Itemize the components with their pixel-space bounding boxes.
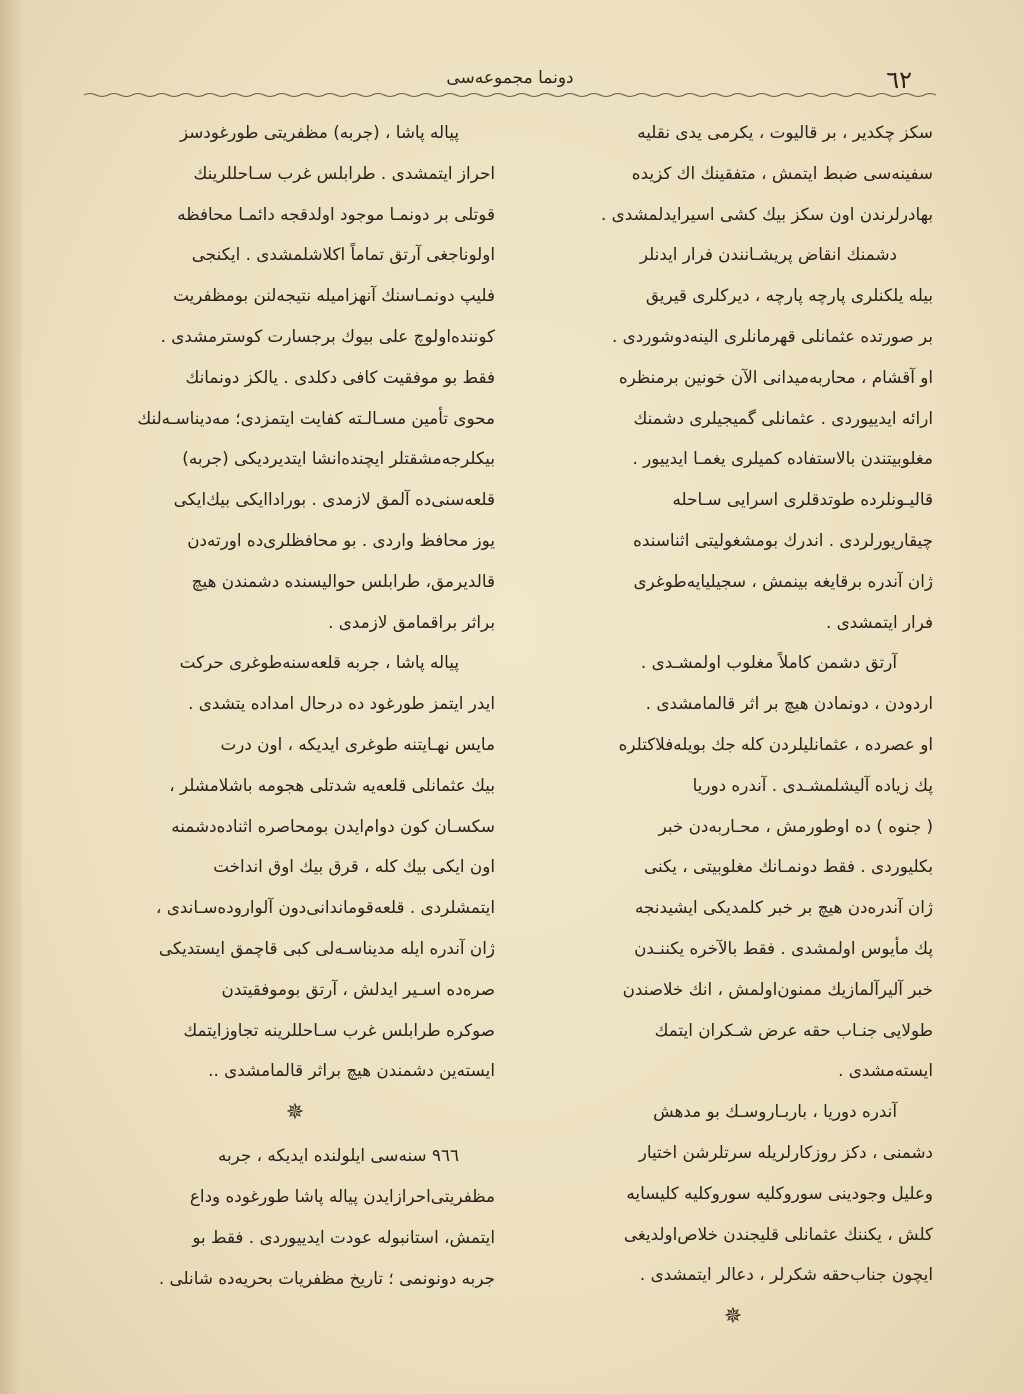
text-line: پیاله پاشا ، (جربه) مظفریتی طورغودسز [180, 122, 459, 142]
text-line: فرار ایتمشدی . [825, 611, 933, 632]
text-line: فلیپ دونمـاسنك آنهزامیله نتیجه‌لنن بومظفریت [173, 285, 495, 306]
header-rule [84, 92, 936, 98]
text-line: ارائه ایدییوردی . عثمانلی گمیجیلری دشمنك [633, 407, 933, 428]
text-line: براثر براقمامق لازمدی . [328, 611, 495, 632]
text-line: احراز ایتمشدی . طرابلس غرب سـاحللرینك [193, 162, 495, 183]
text-line: صوکره طرابلس غرب سـاحللرینه تجاوزایتمك [183, 1019, 495, 1040]
text-line: پك زیاده آلیشلمشـدی . آندره دوریا [692, 774, 933, 795]
text-line: قلعه‌سنی‌ده آلمق لازمدی . بورادا‌ایکی بیك‌ایکی [173, 489, 495, 510]
text-line: کوننده‌اولوچ علی بیوك برجسارت کوسترمشدی . [160, 325, 495, 346]
section-ornament-icon: ✵ [723, 1304, 743, 1330]
paragraph [95, 642, 495, 1091]
text-line: آرتق دشمن کاملاً مغلوب اولمشـدی . [640, 652, 897, 673]
paragraph [533, 234, 933, 642]
paragraph [533, 112, 933, 234]
running-title: دونما مجموعه‌سی [446, 68, 574, 88]
text-line: بیله یلکنلری پارچه پارچه ، دیرکلری قیریق [645, 285, 933, 306]
text-line: بکلیوردی . فقط دونمـانك مغلوبیتی ، یکنی [643, 856, 933, 877]
text-line: اون ایکی بیك کله ، قرق بیك اوق انداخت [213, 856, 495, 877]
text-line: ( جنوه ) ده اوطورمش ، محـاربه‌دن خبر [658, 815, 933, 836]
text-line: پیاله پاشا ، جربه قلعه‌سنه‌طوغری حرکت [179, 652, 459, 673]
text-line: ایتمش، استانبوله عودت ایدییوردی . فقط بو [192, 1226, 495, 1247]
text-line: بیك عثمانلی قلعه‌یه شدتلی هجومه باشلامشلر ، [169, 774, 495, 795]
text-line: ایدر ایتمز طورغود ده درحال امداده یتشدی . [188, 693, 495, 714]
text-line: یوز محافظ واردی . بو محافظلری‌ده اورته‌دن [187, 529, 495, 550]
text-line: صره‌ده اسـیر ایدلش ، آرتق بوموفقیتدن [221, 978, 495, 999]
text-line: پك مأیوس اولمشدی . فقط بالآخره یکننـدن [634, 937, 933, 958]
text-line: ژان آندره برقایغه بینمش ، سجیلیایه‌طوغری [633, 570, 933, 591]
text-line: مایس نهـایتنه طوغری ایدیکه ، اون درت [220, 733, 495, 754]
text-line: مغلوبیتندن بالاستفاده کمیلری یغمـا ایدییور . [632, 448, 933, 469]
paragraph [533, 1091, 933, 1295]
right-text-column [533, 112, 933, 1339]
text-line: قوتلی بر دونمـا موجود اولدقجه دائمـا محافظه [177, 203, 495, 224]
text-line: سکز چکدیر ، بر قالیوت ، یکرمی یدی نقلیه [637, 122, 933, 142]
text-line: او آقشام ، محاربه‌میدانی الآن خونین برمنظره [618, 366, 933, 387]
text-line: قالدیرمق، طرابلس حوالیسنده دشمندن هیچ [191, 570, 495, 591]
text-line: چیقاریورلردی . اندرك بومشغولیتی اثناسنده [633, 529, 933, 550]
text-line: قالیـونلرده طوتدقلری اسرایی سـاحله [672, 489, 933, 510]
text-line: ٩٦٦ سنه‌سی ایلولنده ایدیکه ، جربه [217, 1145, 459, 1166]
text-line: ژان آندره‌دن هیچ بر خبر کلمدیکی ایشیدنجه [635, 897, 933, 918]
text-line: دشمنك انقاض پریشـانندن فرار ایدنلر [639, 244, 897, 265]
page-number: ٦٢ [886, 66, 912, 94]
text-line: محوی تأمین مسـالـته کفایت ایتمزدی؛ مه‌دیناسـه‌لنك [137, 407, 495, 428]
text-line: ایچون جناب‌حقه شکرلر ، دعالر ایتمشدی . [639, 1264, 933, 1285]
text-line: بیکلرجه‌مشقتلر ایچنده‌انشا ایتدیردیکی (جربه) [182, 448, 495, 469]
text-line: او عصرده ، عثمانلیلردن کله جك بویله‌فلاکتلره [618, 733, 933, 754]
text-line: اولوناجغی آرتق تماماً اکلاشلمشدی . ایکنجی [191, 244, 495, 265]
text-line: مظفریتی‌احرازایدن پیاله پاشا طورغوده وداع [189, 1185, 495, 1206]
text-line: ایتمشلردی . قلعه‌قوماندانی‌دون آلواروده‌سـاندی ، [155, 897, 495, 918]
text-line: دشمنی ، دکز روزکارلریله سرتلرشن اختیار [638, 1141, 933, 1162]
text-line: سفینه‌سی ضبط ایتمش ، متفقینك اك کزیده [631, 162, 933, 183]
text-line: بر صورتده عثمانلی قهرمانلری الینه‌دوشوردی . [612, 325, 933, 346]
text-line: ایسته‌ین دشمندن هیچ براثر قالمامشدی .. [208, 1060, 495, 1081]
paragraph [533, 642, 933, 1091]
left-text-column [95, 112, 495, 1298]
text-line: کلش ، یکننك عثمانلی قلیجندن خلاص‌اولدیغی [623, 1223, 933, 1244]
text-line: ژان آندره ایله مدیناسـه‌لی کبی قاچمق ایستدیکی [158, 937, 495, 958]
text-line: فقط بو موفقیت کافی دکلدی . یالکز دونمانك [185, 366, 495, 387]
text-line: خبر آلیرآلمازیك ممنون‌اولمش ، انك خلاصندن [622, 978, 933, 999]
paragraph [95, 1135, 495, 1298]
text-line: بهادرلرندن اون سکز بیك کشی اسیرایدلمشدی . [600, 203, 933, 224]
text-line: اردودن ، دونمادن هیچ بر اثر قالمامشدی . [645, 693, 933, 714]
page-spine-shadow [0, 0, 22, 1394]
text-line: ایسته‌مشدی . [838, 1060, 933, 1081]
text-line: وعلیل وجودینی سوروکلیه سوروکلیه کلیسایه [626, 1182, 933, 1203]
paragraph [95, 112, 495, 642]
text-line: طولایی جنـاب حقه عرض شـکران ایتمك [654, 1019, 933, 1040]
text-line: سکسـان کون دوام‌ایدن بومحاصره اثناده‌دشمنه [171, 815, 495, 836]
section-ornament-icon: ✵ [285, 1100, 305, 1126]
text-line: آندره دوریا ، باربـاروسـك بو مدهش [653, 1101, 897, 1122]
text-line: جربه دونونمی ؛ تاریخ مظفریات بحریه‌ده شانلی . [158, 1267, 495, 1288]
